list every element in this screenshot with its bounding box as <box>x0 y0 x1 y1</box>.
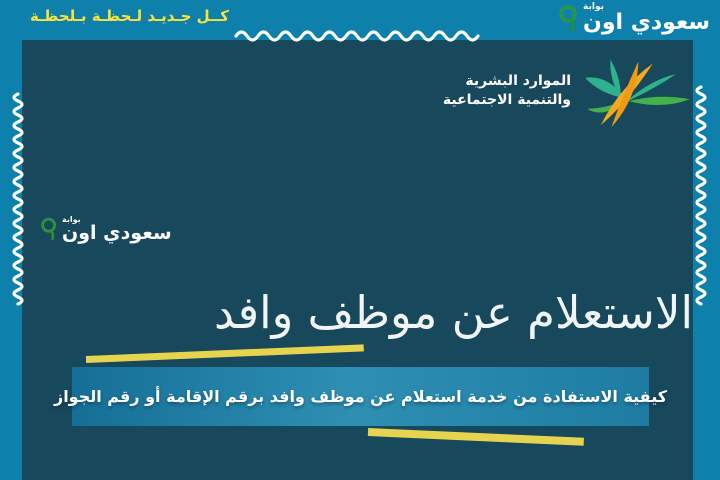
left-wave <box>10 92 24 308</box>
tagline: كــل جـديـد لـحظـة بـلحظـة <box>30 7 229 25</box>
saudi-on-logo-mid <box>40 216 172 244</box>
palm-logo-icon <box>577 48 692 133</box>
saudi-on-logo-top <box>558 3 710 35</box>
magnifier-icon <box>40 216 59 243</box>
portal-label: بوابة <box>583 2 604 12</box>
portal-label: بوابة <box>62 215 81 224</box>
subtitle-banner <box>53 367 668 426</box>
ministry-name-line1: الموارد البشرية <box>465 72 571 89</box>
right-wave <box>693 85 707 308</box>
subtitle-text: كيفية الاستفادة من خدمة استعلام عن موظف وافد برقم الإقامة أو رقم الجواز <box>53 387 668 406</box>
ministry-logo <box>443 48 692 133</box>
brand-name: سعودي اون <box>62 222 172 244</box>
wave-divider <box>234 28 482 42</box>
page-title: الاستعلام عن موظف وافد <box>213 286 693 339</box>
magnifier-icon <box>558 4 580 34</box>
ministry-name-line2: والتنمية الاجتماعية <box>442 91 571 108</box>
brand-name: سعودي اون <box>583 10 710 35</box>
